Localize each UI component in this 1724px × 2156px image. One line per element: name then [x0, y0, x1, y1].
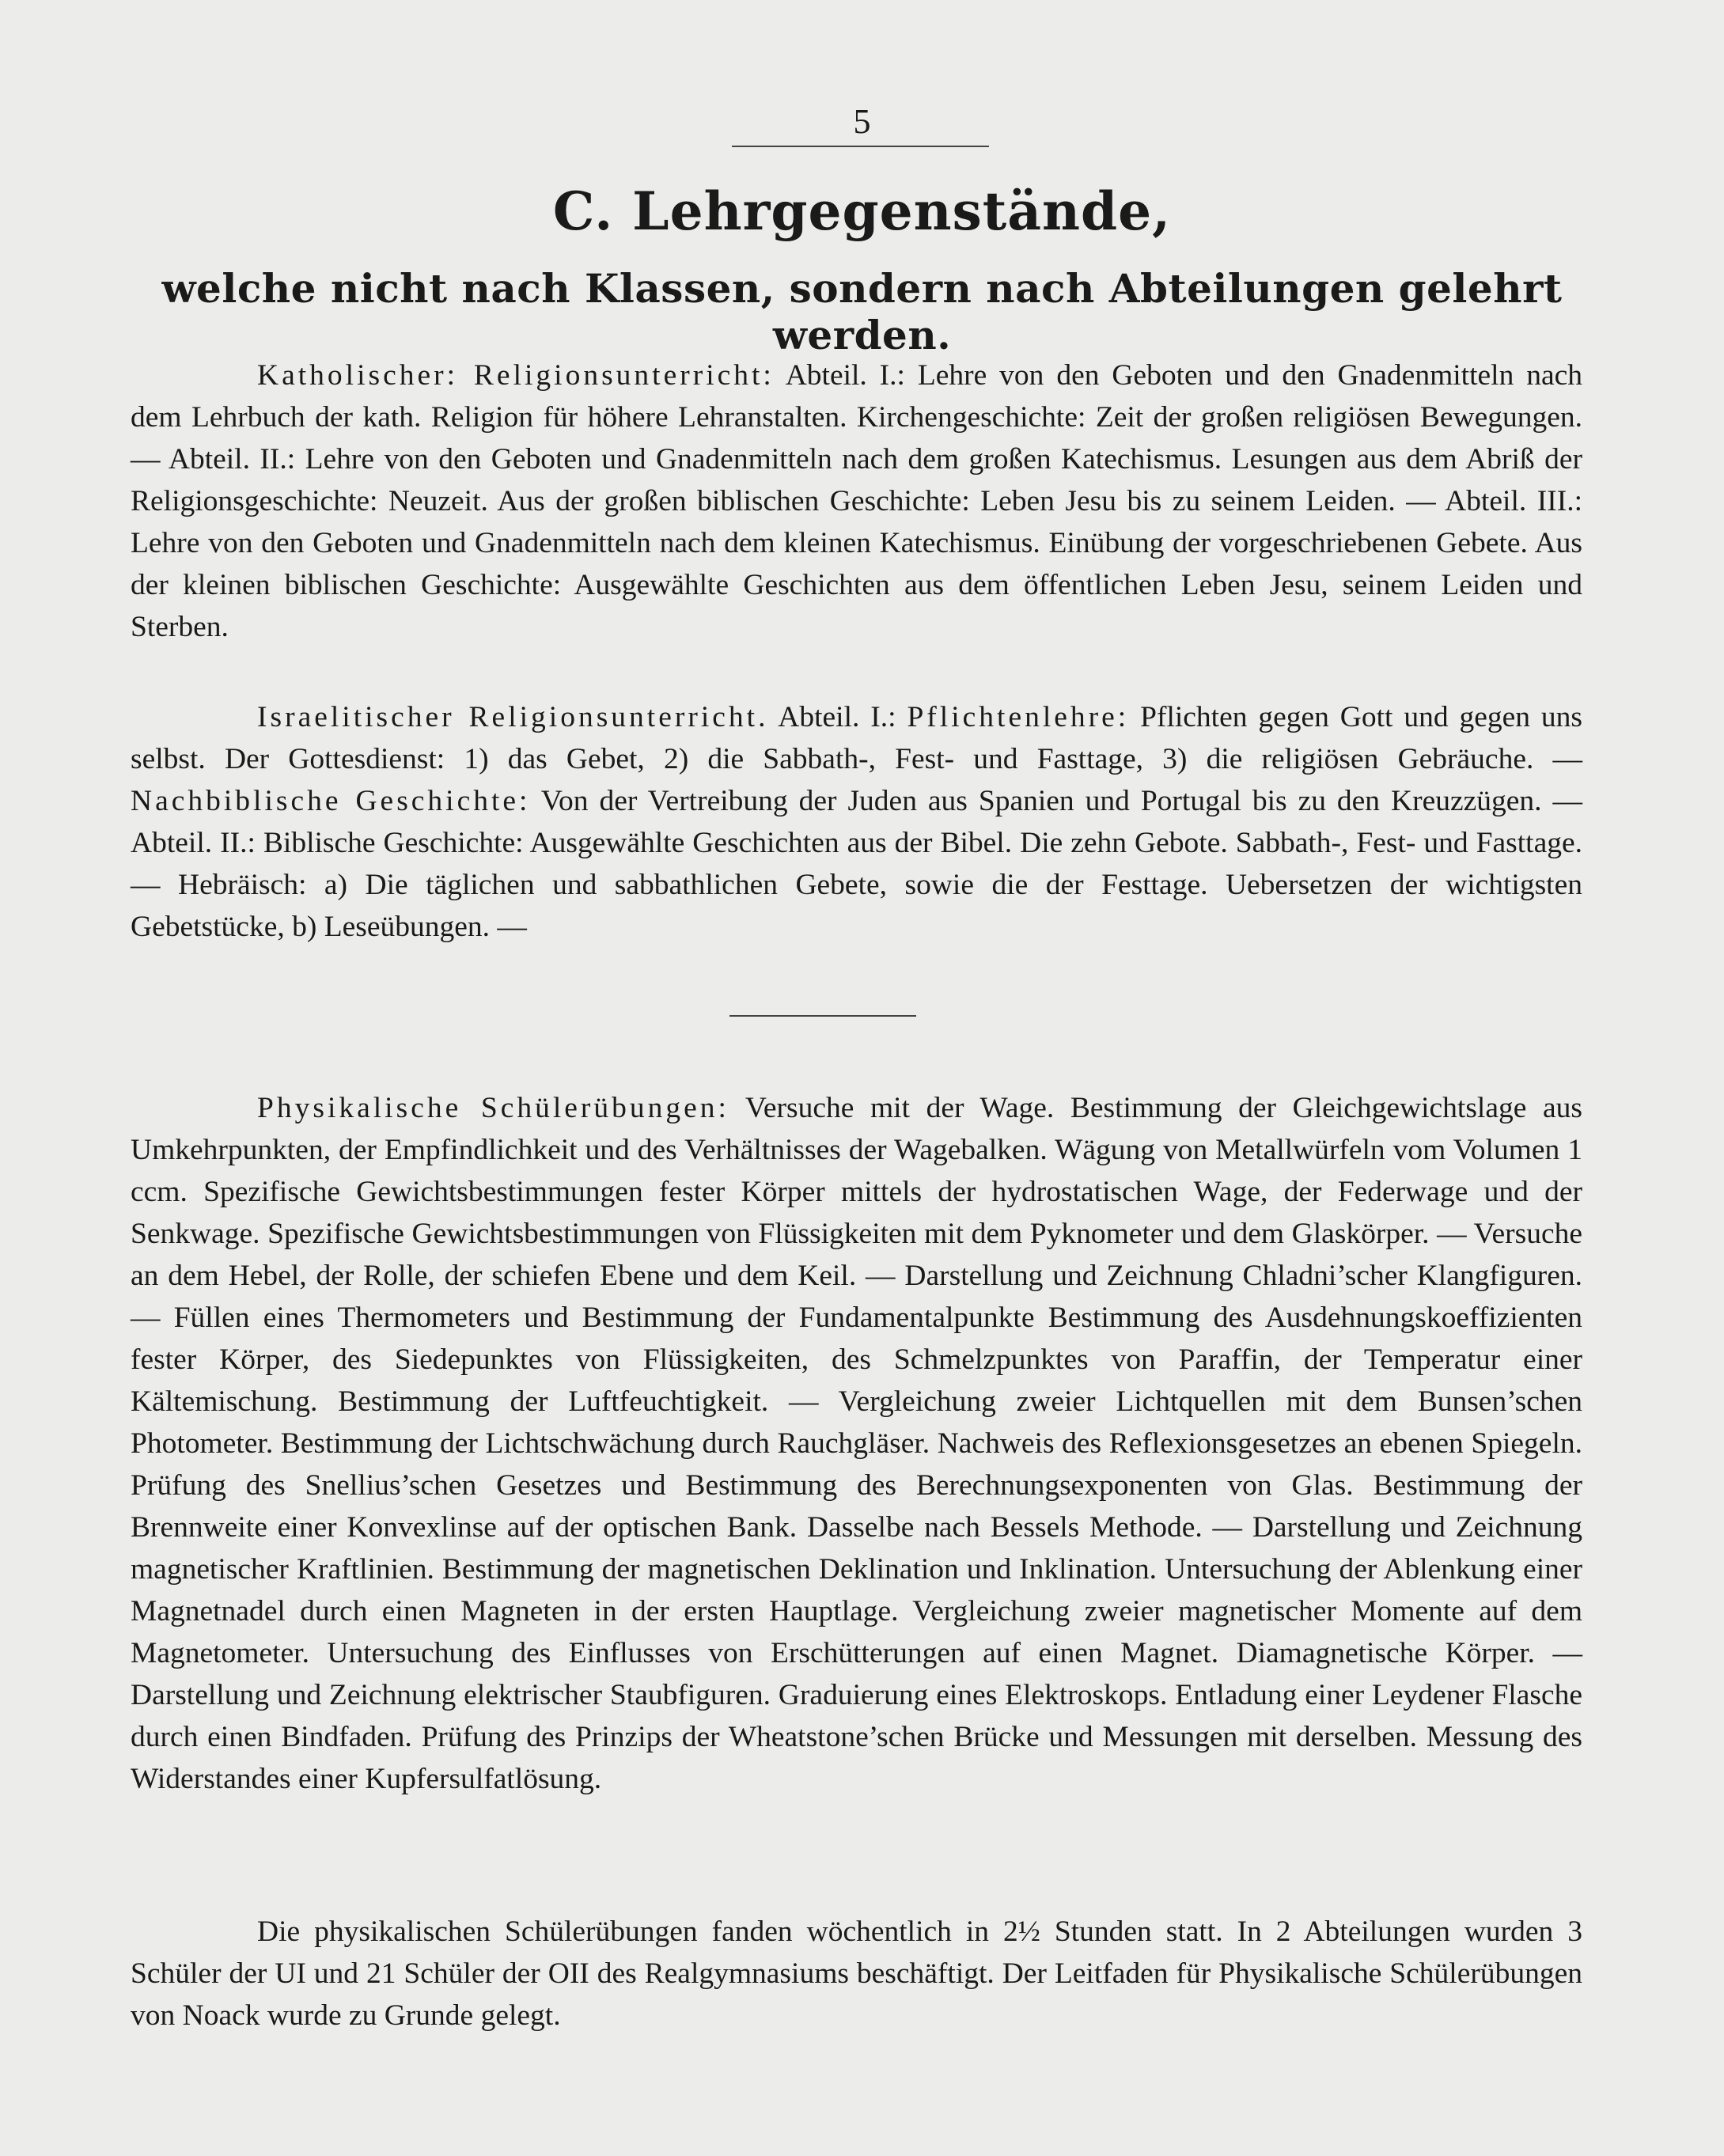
- section-heading: C. Lehrgegenstände,: [552, 180, 1172, 242]
- israelite-lead: Israelitischer Religionsunterricht.: [257, 701, 769, 733]
- catholic-lead: Katholischer: Religionsunterricht:: [257, 359, 775, 392]
- paragraph-physics: [131, 1087, 1582, 1800]
- israelite-part1: Abteil. I.:: [778, 701, 896, 733]
- section-divider: [729, 1015, 916, 1017]
- section-subheading: welche nicht nach Klassen, sondern nach Abteilungen gelehrt werden.: [161, 265, 1563, 358]
- paragraph-physics-closing: [131, 1911, 1582, 2037]
- paragraph-catholic: [131, 354, 1582, 648]
- physics-closing-text: Die physikalischen Schülerübungen fanden wöchentlich in 2½ Stunden statt. In 2 Abteilungen wurden 3 Schüler der UI und 21 Schüler der OII des Realgymnasiums beschäftigt. Der Leitfaden für Physikalische Schülerübungen von Noack wurde zu Grunde gelegt.: [131, 1915, 1582, 2032]
- israelite-part2: Pflichten gegen Gott und gegen uns selbst. Der Gottesdienst: 1) das Gebet, 2) die Sabbath-, Fest- und Fasttage, 3) die religiösen Gebräuche. —: [131, 701, 1583, 775]
- israelite-history-label: Nachbiblische Geschichte:: [131, 785, 531, 817]
- catholic-text: Abteil. I.: Lehre von den Geboten und den Gnadenmitteln nach dem Lehrbuch der kath. Religion für höhere Lehranstalten. Kirchengeschichte: Zeit der großen religiösen Bewegungen. — Abteil. II.: Lehre von den Geboten und Gnadenmitteln nach dem großen Katechismus. Lesungen aus dem Abriß der Religionsgeschichte: Neuzeit. Aus der großen biblischen Geschichte: Leben Jesu bis zu seinem Leiden. — Abteil. III.: Lehre von den Geboten und Gnadenmitteln nach dem kleinen Katechismus. Einübung der vorgeschriebenen Gebete. Aus der kleinen biblischen Geschichte: Ausgewählte Geschichten aus dem öffentlichen Leben Jesu, seinem Leiden und Sterben.: [131, 359, 1582, 643]
- israelite-part4: Von der Vertreibung der Juden aus Spanien und Portugal bis zu den Kreuzzügen. — Abteil. II.: Biblische Geschichte: Ausgewählte Geschichten aus der Bibel. Die zehn Gebote. Sabbath-, Fest- und Fasttage. — Hebräisch: a) Die täglichen und sabbathlichen Gebete, sowie die der Festtage. Uebersetzen der wichtigsten Gebetstücke, b) Leseübungen. —: [131, 785, 1582, 943]
- page-number: 5: [853, 102, 871, 141]
- header-rule: [732, 146, 989, 147]
- israelite-duties-label: Pflichtenlehre:: [907, 701, 1130, 733]
- physics-lead: Physikalische Schülerübungen:: [257, 1092, 729, 1124]
- physics-text: Versuche mit der Wage. Bestimmung der Gleichgewichtslage aus Umkehrpunkten, der Empfindlichkeit und des Verhältnisses der Wagebalken. Wägung von Metallwürfeln vom Volumen 1 ccm. Spezifische Gewichtsbestimmungen fester Körper mittels der hydrostatischen Wage, der Federwage und der Senkwage. Spezifische Gewichtsbestimmungen von Flüssigkeiten mit dem Pyknometer und dem Glaskörper. — Versuche an dem Hebel, der Rolle, der schiefen Ebene und dem Keil. — Darstellung und Zeichnung Chladni’scher Klangfiguren. — Füllen eines Thermometers und Bestimmung der Fundamentalpunkte Bestimmung des Ausdehnungskoeffizienten fester Körper, des Siedepunktes von Flüssigkeiten, des Schmelzpunktes von Paraffin, der Temperatur einer Kältemischung. Bestimmung der Luftfeuchtigkeit. — Vergleichung zweier Lichtquellen mit dem Bunsen’schen Photometer. Bestimmung der Lichtschwächung durch Rauchgläser. Nachweis des Reflexionsgesetzes an ebenen Spiegeln. Prüfung des Snellius’schen Gesetzes und Bestimmung des Berechnungsexponenten von Glas. Bestimmung der Brennweite einer Konvexlinse auf der optischen Bank. Dasselbe nach Bessels Methode. — Darstellung und Zeichnung magnetischer Kraftlinien. Bestimmung der magnetischen Deklination und Inklination. Untersuchung der Ablenkung einer Magnetnadel durch einen Magneten in der ersten Hauptlage. Vergleichung zweier magnetischer Momente auf dem Magnetometer. Untersuchung des Einflusses von Erschütterungen auf einen Magnet. Diamagnetische Körper. — Darstellung und Zeichnung elektrischer Staubfiguren. Graduierung eines Elektroskops. Entladung einer Leydener Flasche durch einen Bindfaden. Prüfung des Prinzips der Wheatstone’schen Brücke und Messungen mit derselben. Messung des Widerstandes einer Kupfersulfatlösung.: [131, 1092, 1582, 1795]
- paragraph-israelite: [131, 696, 1582, 948]
